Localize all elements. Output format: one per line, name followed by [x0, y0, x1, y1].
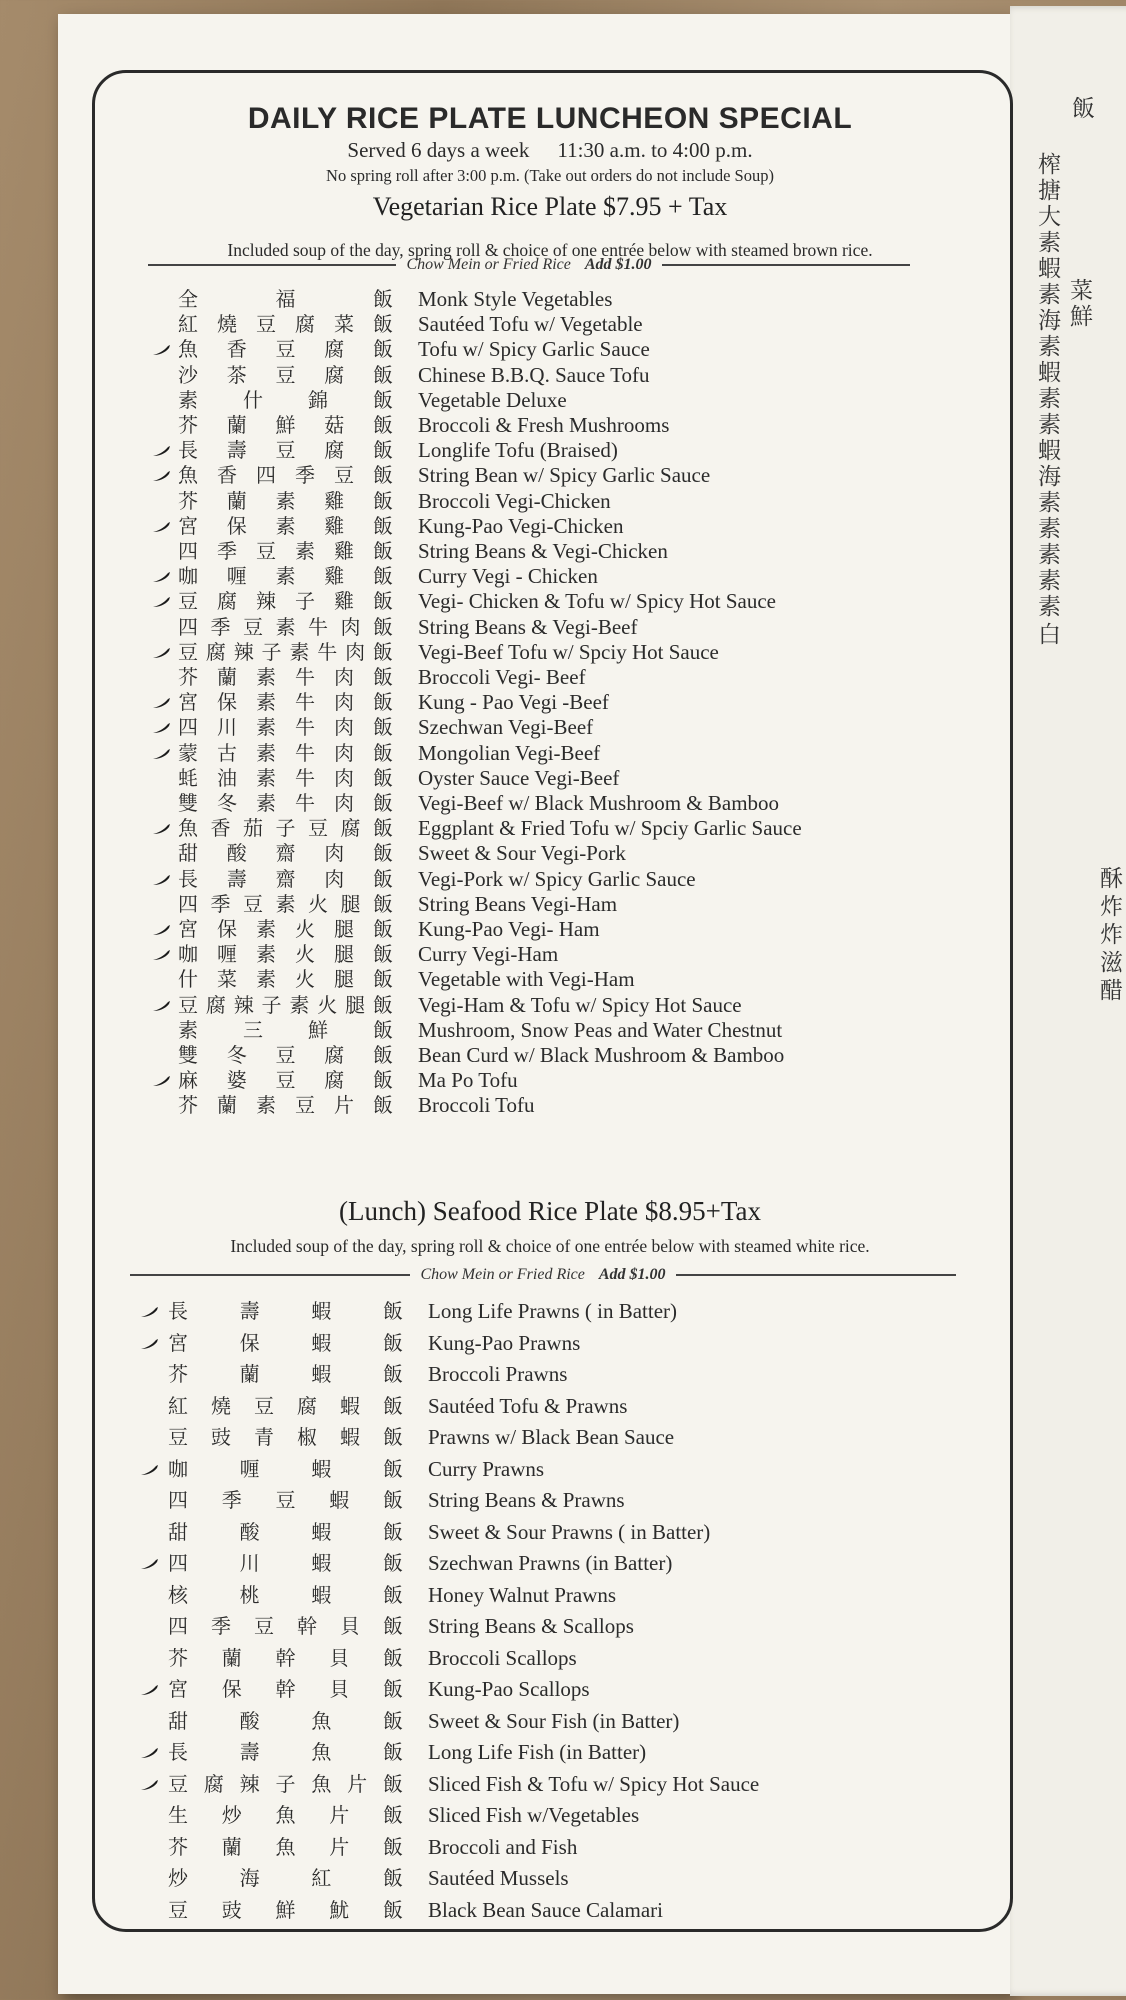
menu-item — [0, 1067, 1126, 1093]
item-chinese-name: 四 季 豆 素 牛 肉 飯 — [178, 614, 393, 639]
facing-page-text: 素 — [1038, 568, 1061, 594]
item-english-name: Kung-Pao Prawns — [428, 1330, 581, 1355]
facing-page-text: 蝦 — [1038, 256, 1061, 282]
divider — [130, 1274, 410, 1276]
spring-roll-note: No spring roll after 3:00 p.m. (Take out orders do not include Soup) — [326, 166, 774, 185]
item-english-name: Eggplant & Fried Tofu w/ Spciy Garlic Sauce — [418, 816, 802, 841]
item-english-name: Chinese B.B.Q. Sauce Tofu — [418, 362, 650, 387]
chili-icon — [140, 1779, 160, 1791]
menu-item — [0, 1802, 1126, 1828]
menu-item — [0, 1708, 1126, 1734]
item-english-name: Broccoli Vegi-Chicken — [418, 488, 611, 513]
chili-icon — [152, 344, 172, 356]
menu-item — [0, 664, 1126, 690]
menu-title: DAILY RICE PLATE LUNCHEON SPECIAL — [247, 102, 853, 135]
menu-item — [0, 689, 1126, 715]
item-english-name: Szechwan Prawns (in Batter) — [428, 1551, 673, 1575]
item-chinese-name: 魚 香 四 季 豆 飯 — [178, 463, 393, 488]
item-chinese-name: 四 季 豆 素 火 腿 飯 — [178, 891, 393, 916]
facing-page-text: 素 — [1038, 230, 1061, 256]
item-chinese-name: 四 季 豆 蝦 飯 — [168, 1488, 403, 1512]
chili-icon — [152, 748, 172, 760]
menu-item — [0, 1487, 1126, 1513]
menu-item — [0, 1361, 1126, 1387]
menu-item — [0, 387, 1126, 413]
item-chinese-name: 魚 香 豆 腐 飯 — [178, 337, 393, 362]
facing-page-text: 榨 — [1038, 152, 1061, 178]
menu-item — [0, 992, 1126, 1018]
chili-icon — [152, 697, 172, 709]
item-english-name: Sautéed Tofu w/ Vegetable — [418, 312, 643, 337]
item-chinese-name: 雙 冬 素 牛 肉 飯 — [178, 791, 393, 815]
facing-page-text: 蝦 — [1038, 438, 1061, 464]
divider — [676, 1274, 956, 1276]
item-english-name: Vegi-Ham & Tofu w/ Spicy Hot Sauce — [418, 992, 742, 1017]
item-chinese-name: 四 川 素 牛 肉 飯 — [178, 715, 393, 740]
menu-item — [0, 1092, 1126, 1118]
chili-icon — [152, 596, 172, 608]
facing-page-text: 素 — [1038, 282, 1061, 308]
menu-item — [0, 740, 1126, 766]
addon-price: Add $1.00 — [584, 256, 652, 273]
item-chinese-name: 長 壽 齋 肉 飯 — [178, 866, 393, 891]
menu-item — [0, 1771, 1126, 1797]
menu-item — [0, 1456, 1126, 1482]
hours-range: 11:30 a.m. to 4:00 p.m. — [557, 138, 753, 162]
facing-page-text: 滋 — [1100, 950, 1123, 976]
item-english-name: Longlife Tofu (Braised) — [418, 438, 618, 463]
item-chinese-name: 芥 蘭 魚 片 飯 — [168, 1834, 403, 1859]
menu-item — [0, 1613, 1126, 1639]
item-english-name: Vegi-Pork w/ Spicy Garlic Sauce — [418, 866, 696, 891]
chili-icon — [152, 1000, 172, 1012]
item-chinese-name: 蒙 古 素 牛 肉 飯 — [178, 740, 393, 765]
item-english-name: Kung - Pao Vegi -Beef — [418, 690, 609, 715]
item-chinese-name: 甜 酸 蝦 飯 — [168, 1519, 403, 1544]
item-chinese-name: 豆 腐 辣 子 素 火 腿 飯 — [178, 992, 393, 1017]
item-chinese-name: 紅 燒 豆 腐 菜 飯 — [178, 312, 393, 337]
chili-icon — [152, 445, 172, 457]
item-chinese-name: 芥 蘭 素 牛 肉 飯 — [178, 665, 393, 689]
menu-item — [0, 282, 1126, 312]
chili-icon — [152, 924, 172, 936]
item-chinese-name: 宮 保 素 火 腿 飯 — [178, 917, 393, 941]
item-english-name: String Beans & Vegi-Beef — [418, 614, 638, 639]
item-english-name: Vegetable with Vegi-Ham — [418, 967, 635, 992]
facing-page-text: 菜 — [1070, 278, 1093, 304]
item-chinese-name: 豆 豉 鮮 魷 飯 — [168, 1897, 403, 1922]
item-english-name: Monk Style Vegetables — [418, 287, 613, 311]
menu-item — [0, 614, 1126, 640]
facing-page-text: 素 — [1038, 386, 1061, 412]
chili-icon — [140, 1558, 160, 1570]
menu-item — [0, 412, 1126, 438]
chili-icon — [152, 521, 172, 533]
item-chinese-name: 生 炒 魚 片 飯 — [168, 1803, 403, 1827]
item-english-name: Vegi- Chicken & Tofu w/ Spicy Hot Sauce — [418, 589, 777, 614]
item-chinese-name: 炒 海 紅 飯 — [168, 1866, 403, 1890]
item-chinese-name: 紅 燒 豆 腐 蝦 飯 — [168, 1393, 403, 1418]
facing-page-text: 素 — [1038, 490, 1061, 516]
menu-item — [0, 916, 1126, 942]
facing-page-text: 素 — [1038, 516, 1061, 542]
menu-item — [0, 866, 1126, 892]
menu-item — [0, 1897, 1126, 1923]
facing-page-text: 炸 — [1100, 922, 1123, 948]
item-chinese-name: 豆 腐 辣 子 雞 飯 — [178, 589, 393, 614]
menu-item — [0, 488, 1126, 514]
item-chinese-name: 咖 喱 素 雞 飯 — [178, 564, 393, 589]
item-english-name: String Beans Vegi-Ham — [418, 891, 618, 916]
menu-item — [0, 941, 1126, 967]
menu-item — [0, 1424, 1126, 1450]
item-english-name: String Beans & Scallops — [428, 1614, 634, 1638]
menu-item — [0, 1298, 1126, 1324]
facing-page-text: 素 — [1038, 594, 1061, 620]
chili-icon — [140, 1684, 160, 1696]
menu-item — [0, 1834, 1126, 1860]
divider — [148, 264, 396, 266]
item-english-name: Curry Prawns — [428, 1456, 545, 1481]
addon-price: Add $1.00 — [598, 1266, 666, 1283]
item-english-name: Mushroom, Snow Peas and Water Chestnut — [418, 1017, 783, 1042]
chili-icon — [152, 470, 172, 482]
facing-page-text: 飯 — [1072, 96, 1095, 122]
item-english-name: Sliced Fish & Tofu w/ Spicy Hot Sauce — [428, 1771, 760, 1796]
seafood-addon-row — [130, 1266, 956, 1284]
facing-page-text: 鮮 — [1070, 304, 1093, 330]
menu-item — [0, 1393, 1126, 1419]
item-english-name: Tofu w/ Spicy Garlic Sauce — [418, 337, 650, 362]
item-english-name: Kung-Pao Scallops — [428, 1677, 590, 1701]
menu-item — [0, 1676, 1126, 1702]
item-english-name: Kung-Pao Vegi-Chicken — [418, 513, 624, 538]
item-chinese-name: 咖 喱 素 火 腿 飯 — [178, 942, 393, 967]
item-english-name: Curry Vegi-Ham — [418, 942, 559, 967]
menu-item — [0, 336, 1126, 362]
item-chinese-name: 沙 茶 豆 腐 飯 — [178, 362, 393, 387]
menu-item — [0, 308, 1126, 337]
facing-page-text: 醋 — [1100, 978, 1123, 1004]
vegetarian-section-title: Vegetarian Rice Plate $7.95 + Tax — [372, 192, 728, 221]
chili-icon — [152, 647, 172, 659]
item-english-name: Broccoli Scallops — [428, 1645, 577, 1670]
item-english-name: Long Life Fish (in Batter) — [428, 1740, 647, 1764]
item-english-name: Prawns w/ Black Bean Sauce — [428, 1425, 675, 1449]
chili-icon — [152, 949, 172, 961]
menu-item — [0, 1519, 1126, 1545]
item-chinese-name: 芥 蘭 素 雞 飯 — [178, 488, 393, 513]
menu-item — [0, 1017, 1126, 1043]
item-chinese-name: 核 桃 蝦 飯 — [168, 1582, 403, 1607]
item-chinese-name: 豆 豉 青 椒 蝦 飯 — [168, 1425, 403, 1449]
item-english-name: Ma Po Tofu — [418, 1068, 518, 1093]
item-chinese-name: 麻 婆 豆 腐 飯 — [178, 1068, 393, 1093]
menu-item — [0, 1645, 1126, 1671]
addon-label: Chow Mein or Fried Rice — [420, 1266, 585, 1283]
item-chinese-name: 蚝 油 素 牛 肉 飯 — [178, 765, 393, 790]
menu-item — [0, 588, 1126, 614]
chili-icon — [140, 1338, 160, 1350]
facing-page-text: 白 — [1038, 622, 1061, 648]
chili-icon — [152, 874, 172, 886]
served-days: Served 6 days a week — [347, 138, 530, 162]
menu-item — [0, 1550, 1126, 1576]
item-chinese-name: 豆 腐 辣 子 素 牛 肉 飯 — [178, 639, 393, 664]
menu-item — [0, 840, 1126, 866]
chili-icon — [152, 823, 172, 835]
chili-icon — [152, 571, 172, 583]
menu-item — [0, 513, 1126, 542]
chili-icon — [140, 1747, 160, 1759]
menu-item — [0, 1739, 1126, 1765]
item-english-name: Honey Walnut Prawns — [428, 1582, 617, 1607]
menu-item — [0, 462, 1126, 488]
item-chinese-name: 素 三 鮮 飯 — [178, 1017, 393, 1042]
item-english-name: Broccoli & Fresh Mushrooms — [418, 413, 670, 437]
menu-item — [0, 437, 1126, 463]
item-chinese-name: 四 季 豆 幹 貝 飯 — [168, 1614, 403, 1638]
item-english-name: Sliced Fish w/Vegetables — [428, 1803, 640, 1827]
item-english-name: Sautéed Tofu & Prawns — [428, 1393, 628, 1418]
item-chinese-name: 雙 冬 豆 腐 飯 — [178, 1043, 393, 1067]
item-english-name: Kung-Pao Vegi- Ham — [418, 917, 600, 941]
item-english-name: Broccoli Tofu — [418, 1093, 535, 1118]
item-chinese-name: 全 福 飯 — [178, 287, 393, 311]
item-chinese-name: 宮 保 素 牛 肉 飯 — [178, 690, 393, 715]
facing-page-text: 蝦 — [1038, 360, 1061, 386]
menu-item — [0, 891, 1126, 920]
item-chinese-name: 什 菜 素 火 腿 飯 — [178, 967, 393, 992]
chili-icon — [152, 722, 172, 734]
item-english-name: Sweet & Sour Fish (in Batter) — [428, 1708, 680, 1733]
vegetarian-section-description: Included soup of the day, spring roll & choice of one entrée below with steamed brown rice. — [227, 240, 873, 260]
item-chinese-name: 宮 保 蝦 飯 — [168, 1330, 403, 1355]
menu-item — [0, 639, 1126, 665]
item-chinese-name: 宮 保 幹 貝 飯 — [168, 1677, 403, 1701]
item-chinese-name: 四 季 豆 素 雞 飯 — [178, 539, 393, 563]
item-english-name: Sweet & Sour Vegi-Pork — [418, 841, 626, 866]
menu-item — [0, 1042, 1126, 1068]
item-english-name: Bean Curd w/ Black Mushroom & Bamboo — [418, 1043, 785, 1067]
seafood-section-description: Included soup of the day, spring roll & choice of one entrée below with steamed white rice. — [230, 1236, 870, 1256]
facing-page-text: 大 — [1038, 204, 1061, 230]
item-english-name: Broccoli Vegi- Beef — [418, 665, 586, 689]
item-english-name: String Beans & Vegi-Chicken — [418, 539, 668, 563]
facing-page-text: 炸 — [1100, 894, 1123, 920]
divider — [662, 264, 910, 266]
menu-item — [0, 1865, 1126, 1891]
item-english-name: Broccoli Prawns — [428, 1362, 568, 1386]
facing-page-text: 素 — [1038, 412, 1061, 438]
item-chinese-name: 長 壽 蝦 飯 — [168, 1299, 403, 1323]
item-chinese-name: 芥 蘭 鮮 菇 飯 — [178, 413, 393, 437]
chili-icon — [152, 1075, 172, 1087]
menu-item — [0, 765, 1126, 791]
item-english-name: Mongolian Vegi-Beef — [418, 740, 601, 765]
item-chinese-name: 芥 蘭 素 豆 片 飯 — [178, 1093, 393, 1118]
facing-page-text: 素 — [1038, 334, 1061, 360]
menu-item — [0, 790, 1126, 816]
item-chinese-name: 甜 酸 齋 肉 飯 — [178, 841, 393, 866]
item-chinese-name: 長 壽 豆 腐 飯 — [178, 438, 393, 463]
item-chinese-name: 豆 腐 辣 子 魚 片 飯 — [168, 1771, 403, 1796]
item-english-name: Vegi-Beef w/ Black Mushroom & Bamboo — [418, 791, 780, 815]
menu-item — [0, 1330, 1126, 1356]
menu-item — [0, 563, 1126, 589]
item-chinese-name: 甜 酸 魚 飯 — [168, 1708, 403, 1733]
item-english-name: Long Life Prawns ( in Batter) — [428, 1299, 678, 1323]
item-english-name: Szechwan Vegi-Beef — [418, 715, 594, 740]
vegetarian-addon-row — [148, 256, 910, 274]
facing-page-text: 素 — [1038, 542, 1061, 568]
item-chinese-name: 咖 喱 蝦 飯 — [168, 1456, 403, 1481]
item-english-name: Oyster Sauce Vegi-Beef — [418, 765, 620, 790]
addon-label: Chow Mein or Fried Rice — [406, 256, 571, 273]
facing-page-text: 海 — [1038, 308, 1061, 334]
menu-item — [0, 714, 1126, 740]
menu-item — [0, 1582, 1126, 1608]
item-english-name: String Beans & Prawns — [428, 1488, 625, 1512]
item-english-name: Curry Vegi - Chicken — [418, 564, 598, 589]
menu-item — [0, 966, 1126, 992]
item-chinese-name: 長 壽 魚 飯 — [168, 1740, 403, 1764]
item-english-name: Black Bean Sauce Calamari — [428, 1897, 663, 1922]
menu-item — [0, 362, 1126, 388]
item-english-name: String Bean w/ Spicy Garlic Sauce — [418, 463, 711, 488]
item-english-name: Sautéed Mussels — [428, 1866, 569, 1890]
item-english-name: Vegi-Beef Tofu w/ Spciy Hot Sauce — [418, 639, 719, 664]
item-chinese-name: 素 什 錦 飯 — [178, 387, 393, 412]
menu-item — [0, 538, 1126, 564]
facing-page-text: 海 — [1038, 464, 1061, 490]
item-english-name: Sweet & Sour Prawns ( in Batter) — [428, 1519, 711, 1544]
item-english-name: Broccoli and Fish — [428, 1834, 578, 1859]
item-chinese-name: 芥 蘭 幹 貝 飯 — [168, 1645, 403, 1670]
service-hours — [90, 138, 1010, 163]
item-chinese-name: 芥 蘭 蝦 飯 — [168, 1362, 403, 1386]
item-chinese-name: 四 川 蝦 飯 — [168, 1551, 403, 1575]
facing-page-text: 酥 — [1100, 866, 1123, 892]
menu-item — [0, 815, 1126, 841]
facing-page-text: 搪 — [1038, 178, 1061, 204]
chili-icon — [140, 1464, 160, 1476]
item-chinese-name: 宮 保 素 雞 飯 — [178, 513, 393, 538]
seafood-section-title: (Lunch) Seafood Rice Plate $8.95+Tax — [339, 1196, 761, 1226]
chili-icon — [140, 1306, 160, 1318]
item-chinese-name: 魚 香 茄 子 豆 腐 飯 — [178, 816, 393, 841]
item-english-name: Vegetable Deluxe — [418, 387, 567, 412]
